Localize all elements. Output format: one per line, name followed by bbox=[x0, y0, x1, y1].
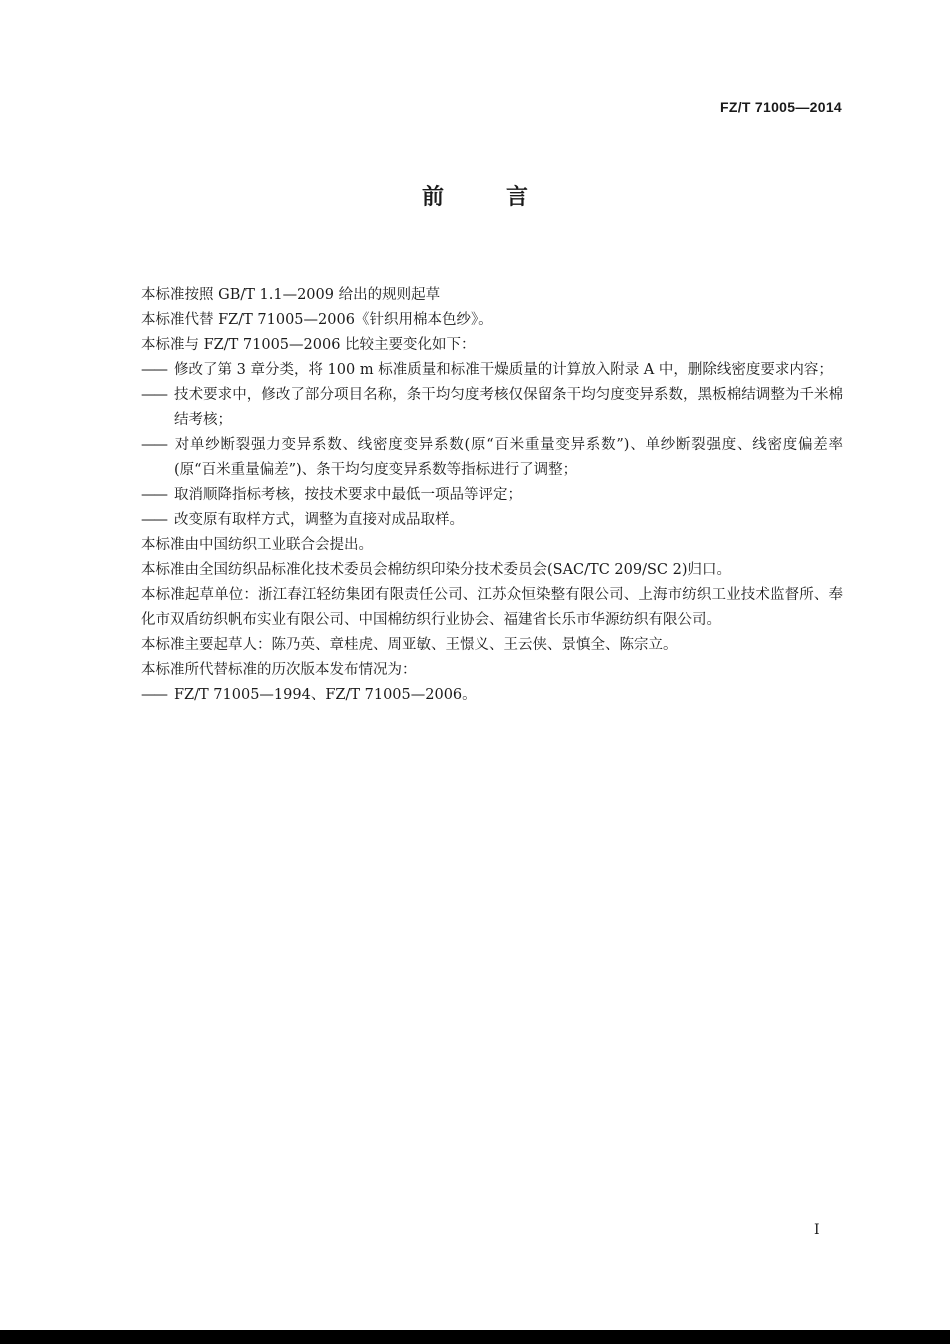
dash-marker: —— bbox=[141, 362, 166, 378]
list-item-text: 改变原有取样方式，调整为直接对成品取样。 bbox=[174, 512, 464, 528]
list-item-text: 修改了第 3 章分类，将 100 m 标准质量和标准干燥质量的计算放入附录 A 中，删除线密度要求内容； bbox=[174, 362, 833, 378]
list-item-text: FZ/T 71005—1994、FZ/T 71005—2006。 bbox=[174, 687, 477, 703]
page-title: 前言 bbox=[421, 185, 590, 210]
list-item bbox=[141, 383, 843, 433]
dash-marker: —— bbox=[141, 687, 166, 703]
list-item bbox=[141, 433, 843, 483]
list-item bbox=[141, 683, 843, 708]
list-item bbox=[141, 358, 843, 383]
paragraph-drafters: 本标准主要起草人：陈乃英、章桂虎、周亚敏、王憬义、王云侠、景慎全、陈宗立。 bbox=[141, 637, 678, 653]
paragraph-changes-intro: 本标准与 FZ/T 71005—2006 比较主要变化如下： bbox=[141, 337, 476, 353]
paragraph-replaces: 本标准代替 FZ/T 71005—2006《针织用棉本色纱》。 bbox=[141, 312, 493, 328]
paragraph-drafting-units: 本标准起草单位：浙江春江轻纺集团有限责任公司、江苏众恒染整有限公司、上海市纺织工业技术监督所、奉化市双盾纺织帆布实业有限公司、中国棉纺织行业协会、福建省长乐市华源纺织有限公司。 bbox=[141, 587, 843, 628]
paragraph-drafting-rules: 本标准按照 GB/T 1.1—2009 给出的规则起草 bbox=[141, 287, 441, 303]
foreword-body bbox=[141, 283, 843, 708]
list-item-text: 取消顺降指标考核，按技术要求中最低一项品等评定； bbox=[174, 487, 522, 503]
paragraph-proposer: 本标准由中国纺织工业联合会提出。 bbox=[141, 537, 373, 553]
list-item bbox=[141, 508, 843, 533]
standard-code: FZ/T 71005—2014 bbox=[719, 99, 842, 115]
paragraph-previous-editions: 本标准所代替标准的历次版本发布情况为： bbox=[141, 662, 417, 678]
paragraph-technical-committee: 本标准由全国纺织品标准化技术委员会棉纺织印染分技术委员会(SAC/TC 209/SC 2)归口。 bbox=[141, 562, 731, 578]
bottom-border bbox=[0, 1330, 950, 1344]
list-item bbox=[141, 483, 843, 508]
dash-marker: —— bbox=[141, 512, 166, 528]
list-item-text: 对单纱断裂强力变异系数、线密度变异系数(原“百米重量变异系数”)、单纱断裂强度、线密度偏差率(原“百米重量偏差”)、条干均匀度变异系数等指标进行了调整； bbox=[174, 437, 843, 478]
page-number: I bbox=[814, 1222, 820, 1238]
dash-marker: —— bbox=[141, 437, 166, 453]
list-item-text: 技术要求中，修改了部分项目名称，条干均匀度考核仅保留条干均匀度变异系数，黑板棉结调整为千米棉结考核； bbox=[174, 387, 843, 428]
dash-marker: —— bbox=[141, 387, 166, 403]
dash-marker: —— bbox=[141, 487, 166, 503]
